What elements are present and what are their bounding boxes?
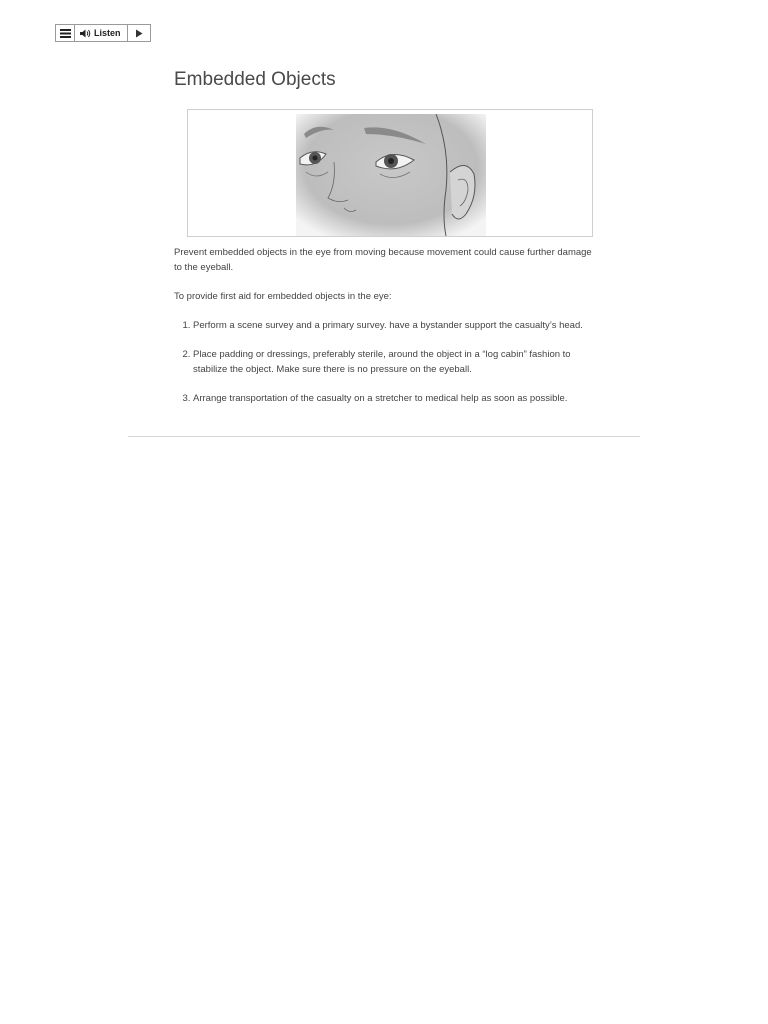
speaker-icon [80,29,91,38]
instruction-paragraph: To provide first aid for embedded objects in the eye: [174,291,392,302]
play-icon [135,29,143,38]
listen-toolbar [55,24,151,42]
intro-paragraph: Prevent embedded objects in the eye from moving because movement could cause further damage to the eyeball. [174,247,592,273]
hamburger-menu-icon [60,29,71,38]
list-item: 3. Arrange transportation of the casualty on a stretcher to medical help as soon as possible. [193,391,594,406]
eye-illustration [188,110,592,236]
first-aid-steps-list [174,318,594,406]
listen-button[interactable] [75,25,128,41]
list-item: 1. Perform a scene survey and a primary survey. have a bystander support the casualty’s head. [193,318,594,333]
menu-button[interactable] [56,25,75,41]
article-body [174,245,594,420]
listen-label: Listen [94,28,121,38]
content-divider [128,436,640,437]
page-title: Embedded Objects [174,69,336,90]
eye-illustration-figure [187,109,593,237]
article-content [174,66,594,404]
list-item: 2. Place padding or dressings, preferably sterile, around the object in a “log cabin” fashion to stabilize the object. Make sure there is no pressure on the eyeball. [193,347,594,377]
play-button[interactable] [128,25,150,41]
